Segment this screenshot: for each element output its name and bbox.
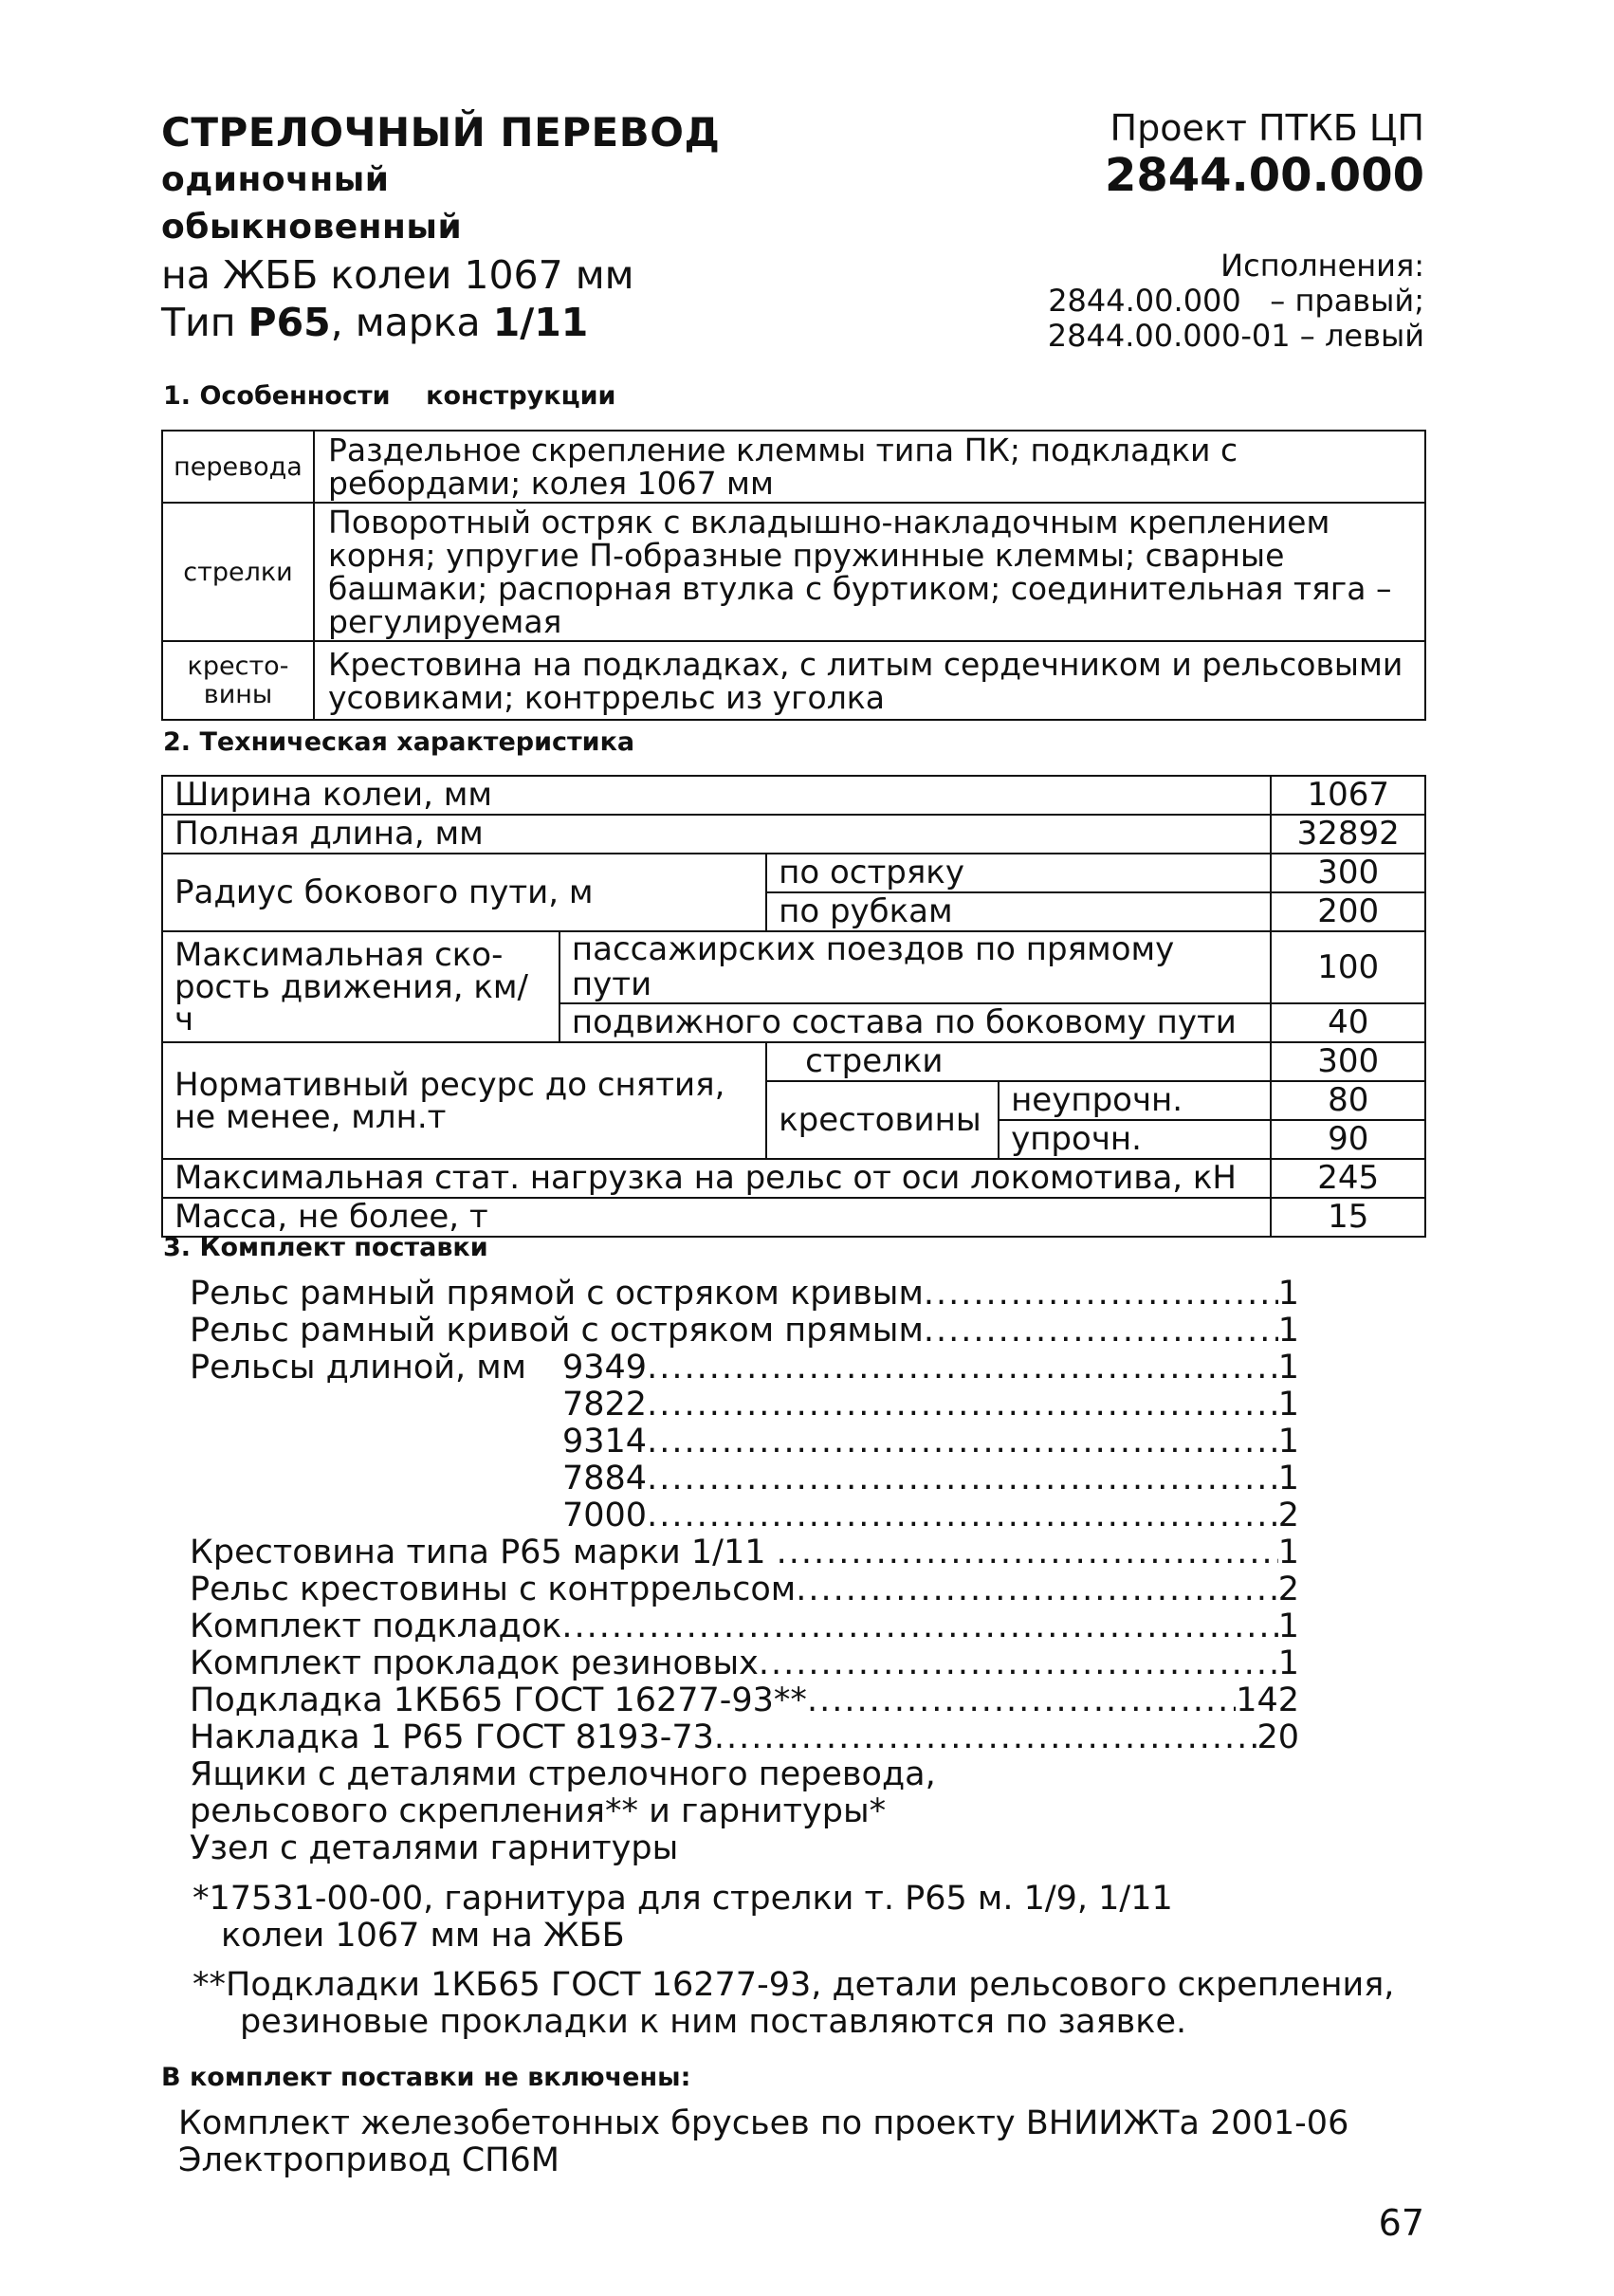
footnote-1: *17531-00-00, гарнитура для стрелки т. Р65 м. 1/9, 1/11 колеи 1067 мм на ЖББ	[193, 1880, 1173, 1955]
list-item: Комплект железобетонных брусьев по проекту ВНИИЖТа 2001-06	[178, 2104, 1349, 2142]
rail-type: Р65	[248, 300, 331, 345]
resource-frog-label: крестовины	[766, 1081, 999, 1159]
radius-value: 300	[1271, 854, 1425, 892]
list-item: Ящики с деталями стрелочного перевода,	[190, 1755, 936, 1793]
list-item: Электропривод СП6М	[178, 2141, 559, 2179]
design-features-table	[161, 430, 1426, 721]
radius-label: Радиус бокового пути, м	[162, 854, 766, 931]
title-line1: СТРЕЛОЧНЫЙ ПЕРЕВОД	[161, 109, 721, 156]
row-label: кресто- вины	[162, 641, 314, 720]
project-number: 2844.00.000	[1104, 149, 1424, 202]
list-item: 7822 ..... 1	[190, 1387, 1299, 1424]
list-item: Накладка 1 Р65 ГОСТ 8193-73 ..... 20	[190, 1719, 1299, 1756]
list-item: Узел с деталями гарнитуры	[190, 1829, 679, 1867]
project-label: Проект ПТКБ ЦП	[1110, 107, 1424, 149]
excluded-heading: В комплект поставки не включены:	[161, 2063, 691, 2092]
list-item: Рельс рамный кривой с остряком прямым ..... 1	[190, 1313, 1299, 1350]
list-item: 7884 ..... 1	[190, 1460, 1299, 1497]
row-label: перевода	[162, 431, 314, 503]
radius-value: 200	[1271, 892, 1425, 931]
title-block	[161, 109, 720, 346]
table-row	[162, 1198, 1425, 1237]
resource-switch-label: стрелки	[766, 1042, 1271, 1081]
title-line4: на ЖББ колеи 1067 мм	[161, 252, 634, 298]
speed-sub-label: подвижного состава по боковому пути	[559, 1003, 1271, 1042]
section2-heading: 2. Техническая характеристика	[163, 727, 635, 757]
row-label: стрелки	[162, 503, 314, 641]
resource-label: Нормативный ресурс до снятия, не менее, млн.т	[162, 1042, 766, 1159]
table-row	[162, 815, 1425, 854]
length-label: Полная длина, мм	[162, 815, 1271, 854]
row-text: Крестовина на подкладках, с литым сердечником и рельсовыми усовиками; контррельс из уголка	[314, 641, 1425, 720]
resource-frog-sub-label: упрочн.	[999, 1120, 1271, 1159]
list-item: 9314 ..... 1	[190, 1424, 1299, 1460]
speed-value: 40	[1271, 1003, 1425, 1042]
speed-sub-label: пассажирских поездов по прямому пути	[559, 931, 1271, 1003]
resource-frog-value: 80	[1271, 1081, 1425, 1120]
table-row	[162, 503, 1425, 641]
delivery-list-2	[190, 1682, 1299, 1867]
delivery-list	[190, 1276, 1299, 1682]
footnote-2: **Подкладки 1КБ65 ГОСТ 16277-93, детали рельсового скрепления, резиновые прокладки к ним поставляются по заявке.	[193, 1966, 1395, 2041]
load-label: Максимальная стат. нагрузка на рельс от оси локомотива, кН	[162, 1159, 1271, 1198]
radius-sub-label: по рубкам	[766, 892, 1271, 931]
resource-frog-sub-label: неупрочн.	[999, 1081, 1271, 1120]
row-text: Раздельное скрепление клеммы типа ПК; подкладки с ребордами; колея 1067 мм	[314, 431, 1425, 503]
gauge-value: 1067	[1271, 776, 1425, 815]
mass-value: 15	[1271, 1198, 1425, 1237]
radius-sub-label: по остряку	[766, 854, 1271, 892]
load-value: 245	[1271, 1159, 1425, 1198]
title-line3: обыкновенный	[161, 208, 463, 247]
list-item: Рельс крестовины с контррельсом ..... 2	[190, 1571, 1299, 1608]
row-text: Поворотный остряк с вкладышно-накладочным креплением корня; упругие П-образные пружинные клеммы; сварные башмаки; распорная втулка с буртиком; соединительная тяга – регулируемая	[314, 503, 1425, 641]
switch-mark: 1/11	[492, 300, 589, 345]
list-item: Рельс рамный прямой с остряком кривым ..... 1	[190, 1276, 1299, 1313]
list-item: Подкладка 1КБ65 ГОСТ 16277-93** ..... 142	[190, 1682, 1299, 1719]
title-line2: одиночный	[161, 160, 390, 199]
table-row	[162, 641, 1425, 720]
variant-left: 2844.00.000-01 – левый	[1047, 318, 1424, 354]
title-line5: Тип Р65, марка 1/11	[161, 300, 589, 345]
excluded-list	[178, 2105, 1348, 2179]
section1-heading: 1. Особенности конструкции	[163, 381, 616, 411]
list-item: Крестовина типа Р65 марки 1/11 ..... 1	[190, 1534, 1299, 1571]
project-block	[1105, 106, 1424, 201]
resource-frog-value: 90	[1271, 1120, 1425, 1159]
table-row	[162, 1042, 1425, 1081]
speed-value: 100	[1271, 931, 1425, 1003]
page-number: 67	[1378, 2202, 1424, 2244]
list-item: Комплект прокладок резиновых ..... 1	[190, 1645, 1299, 1682]
speed-label: Максимальная ско- рость движения, км/ч	[162, 931, 559, 1042]
list-item: рельсового скрепления** и гарнитуры*	[190, 1792, 887, 1830]
variant-right: 2844.00.000 – правый;	[1048, 283, 1424, 319]
table-row	[162, 1159, 1425, 1198]
list-item: 7000 ..... 2	[190, 1497, 1299, 1534]
list-item: Рельсы длиной, мм 9349 ..... 1	[190, 1350, 1299, 1387]
table-row	[162, 431, 1425, 503]
table-row	[162, 854, 1425, 892]
table-row	[162, 776, 1425, 815]
mass-label: Масса, не более, т	[162, 1198, 1271, 1237]
tech-specs-table	[161, 775, 1426, 1238]
resource-switch-value: 300	[1271, 1042, 1425, 1081]
table-row	[162, 931, 1425, 1003]
gauge-label: Ширина колеи, мм	[162, 776, 1271, 815]
variants-label: Исполнения:	[1220, 248, 1424, 284]
section3-heading: 3. Комплект поставки	[163, 1233, 488, 1262]
variants-block	[1048, 248, 1424, 354]
length-value: 32892	[1271, 815, 1425, 854]
list-item: Комплект подкладок ..... 1	[190, 1608, 1299, 1645]
